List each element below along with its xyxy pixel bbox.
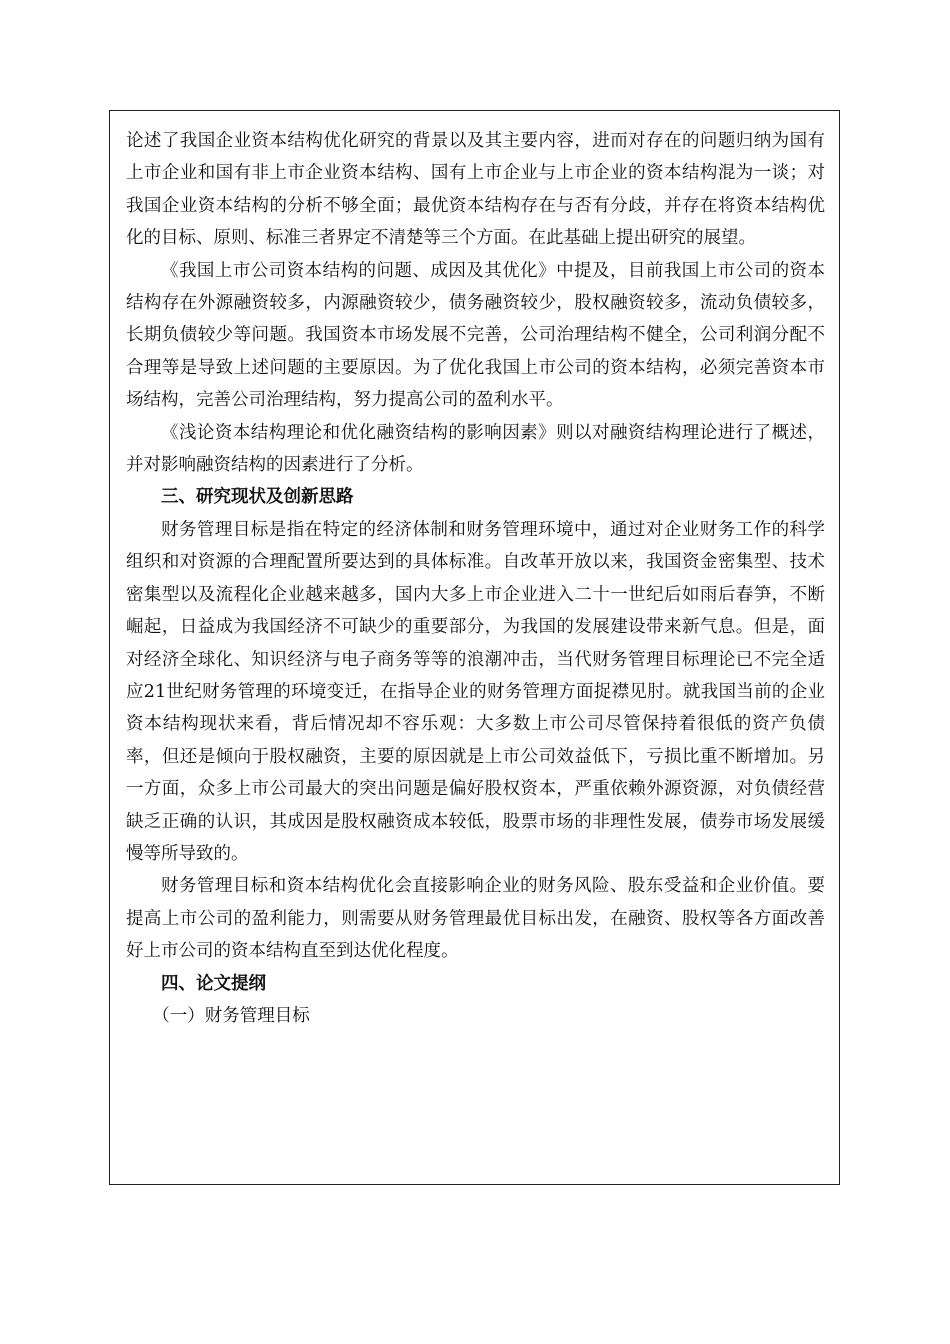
section-heading-thesis-outline: 四、论文提纲 <box>161 973 266 994</box>
paragraph-literature-review-continued: 论述了我国企业资本结构优化研究的背景以及其主要内容，进而对存在的问题归纳为国有上市企业和国有非上市企业资本结构、国有上市企业与上市企业的资本结构混为一谈；对我国企业资本结构的分析不够全面；最优资本结构存在与否有分歧，并存在将资本结构优化的目标、原则、标准三者界定不清楚等三个方面。在此基础上提出研究的展望。 <box>126 131 825 249</box>
paragraph-financing-structure-theory: 《浅论资本结构理论和优化融资结构的影响因素》则以对融资结构理论进行了概述，并对影响融资结构的因素进行了分析。 <box>126 422 825 476</box>
section-heading-research-status: 三、研究现状及创新思路 <box>161 487 354 508</box>
paragraph-capital-structure-optimization: 财务管理目标和资本结构优化会直接影响企业的财务风险、股东受益和企业价值。要提高上市公司的盈利能力，则需要从财务管理最优目标出发，在融资、股权等各方面改善好上市公司的资本结构直至到达优化程度。 <box>126 876 825 962</box>
paragraph-listed-company-capital-structure: 《我国上市公司资本结构的问题、成因及其优化》中提及，目前我国上市公司的资本结构存在外源融资较多，内源融资较少，债务融资较少，股权融资较多，流动负债较多，长期负债较少等问题。我国资本市场发展不完善，公司治理结构不健全，公司利润分配不合理等是导致上述问题的主要原因。为了优化我国上市公司的资本结构，必须完善资本市场结构，完善公司治理结构，努力提高公司的盈利水平。 <box>126 260 825 411</box>
paragraph-financial-management-goals: 财务管理目标是指在特定的经济体制和财务管理环境中，通过对企业财务工作的科学组织和对资源的合理配置所要达到的具体标准。自改革开放以来，我国资金密集型、技术密集型以及流程化企业越来越多，国内大多上市企业进入二十一世纪后如雨后春笋，不断崛起，日益成为我国经济不可缺少的重要部分，为我国的发展建设带来新气息。但是，面对经济全球化、知识经济与电子商务等等的浪潮冲击，当代财务管理目标理论已不完全适应21世纪财务管理的环境变迁，在指导企业的财务管理方面捉襟见肘。就我国当前的企业资本结构现状来看，背后情况却不容乐观：大多数上市公司尽管保持着很低的资产负债率，但还是倾向于股权融资，主要的原因就是上市公司效益低下，亏损比重不断增加。另一方面，众多上市公司最大的突出问题是偏好股权资本，严重依赖外源资源，对负债经营缺乏正确的认识，其成因是股权融资成本较低，股票市场的非理性发展，债券市场发展缓慢等所导致的。 <box>126 519 825 864</box>
document-frame <box>109 110 840 1185</box>
subheading-financial-management-goal: （一）财务管理目标 <box>152 1005 310 1026</box>
